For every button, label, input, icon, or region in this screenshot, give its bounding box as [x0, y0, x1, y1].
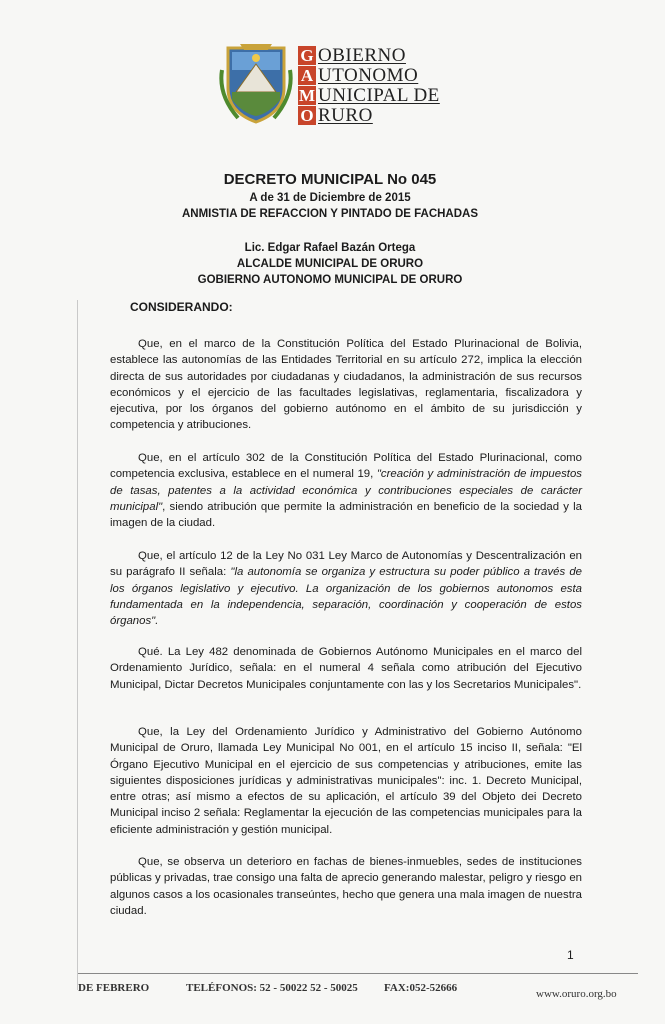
footer-fax: FAX:052-52666 [384, 982, 458, 994]
decree-header [150, 170, 510, 222]
logo-letter: G [298, 46, 316, 65]
paragraph-text: Que, el artículo 12 de la Ley No 031 Ley Marco de Autonomías y Descentralización en su parágrafo II señala: [110, 550, 582, 579]
paragraph-constitution: Que, en el marco de la Constitución Política del Estado Plurinacional de Bolivia, establece las autonomías de las Entidades Territorial en su artículo 272, implica la elección directa de sus autoridades por ciudadanas y ciudadanos, la administración de sus recursos económicos y el ejercicio de las facultades legislativas, reglamentaria, fiscalizadora y ejecutiva, por los órganos del gobierno autónomo en el ámbito de su jurisdicción y competencia y atribuciones. [110, 338, 582, 432]
logo-letter: M [298, 86, 316, 105]
paragraph-law-482: Qué. La Ley 482 denominada de Gobiernos Autónomo Municipales en el marco del Ordenamiento Jurídico, señala: en el numeral 4 señala como atribución del Ejecutivo Municipal, Dictar Decretos Municipales conjuntamente con las y los Secretarios Municipales". [110, 646, 582, 691]
footer-phones: TELÉFONOS: 52 - 50022 52 - 50025 [186, 982, 358, 994]
footer-address: DE FEBRERO [78, 982, 150, 994]
coat-of-arms-icon [218, 40, 294, 126]
signer-name: Lic. Edgar Rafael Bazán Ortega [244, 242, 416, 254]
footer-divider [78, 973, 638, 974]
logo-word: RURO [318, 105, 373, 126]
decree-subject: ANMISTIA DE REFACCION Y PINTADO DE FACHADAS [181, 208, 479, 220]
considerando-heading: CONSIDERANDO: [130, 300, 233, 314]
paragraph-quote: "creación y administración de impuestos de tasas, patentes a la actividad económica y contribuciones especiales de carácter municipal" [110, 468, 582, 513]
logo-word: UNICIPAL DE [318, 85, 440, 106]
logo-letter: O [298, 106, 316, 125]
logo-word: OBIERNO [318, 45, 406, 66]
left-margin-rule [77, 300, 78, 990]
logo-wordmark [318, 46, 488, 126]
paragraph-law-031 [110, 548, 582, 629]
signer-institution: GOBIERNO AUTONOMO MUNICIPAL DE ORURO [197, 274, 463, 286]
page-number: 1 [567, 948, 574, 962]
signer-role: ALCALDE MUNICIPAL DE ORURO [236, 258, 424, 270]
municipal-logo [218, 40, 468, 128]
paragraph-article-302 [110, 450, 582, 531]
paragraph-quote: "la autonomía se organiza y estructura su poder público a través de los órganos legislativo y ejecutivo. La organización de los gobiernos autonomos esta fundamentada en la independencia, separación, coordinación y cooperación de estos órganos". [110, 566, 582, 628]
paragraph-text: Que, en el artículo 302 de la Constitución Política del Estado Plurinacional, como competencia exclusiva, establece en el numeral 19, [110, 452, 582, 481]
logo-acronym [298, 46, 316, 126]
signer-block [150, 240, 510, 288]
decree-date: A de 31 de Diciembre de 2015 [249, 192, 411, 204]
decree-title: DECRETO MUNICIPAL No 045 [223, 171, 437, 188]
paragraph-municipal-law-001: Que, la Ley del Ordenamiento Jurídico y Administrativo del Gobierno Autónomo Municipal de Oruro, llamada Ley Municipal No 001, en el artículo 15 inciso II, señala: "El Órgano Ejecutivo Municipal en el ejercicio de sus competencias y atribuciones, emite las siguientes disposiciones jurídicas y administrativas municipales": inc. 1. Decreto Municipal, entre otras; así mismo a efectos de su aplicación, el artículo 39 del Objeto dei Decreto Municipal inciso 2 señala: Reglamentar la ejecución de las competencias municipales para la eficiente administración y gestión municipal. [110, 726, 582, 836]
logo-letter: A [298, 66, 316, 85]
page-footer [0, 980, 665, 1010]
logo-word: UTONOMO [318, 65, 419, 86]
paragraph-facade-deterioration: Que, se observa un deterioro en fachas de bienes-inmuebles, sedes de instituciones públicas y privadas, trae consigo una falta de aprecio generando malestar, peligro y riesgo en algunos casos a los ocasionales transeúntes, hecho que genera una mala imagen de nuestra ciudad. [110, 856, 582, 917]
paragraph-text: , siendo atribución que permite la administración en beneficio de la sociedad y la imagen de la ciudad. [110, 500, 582, 530]
footer-website-link[interactable]: www.oruro.org.bo [536, 988, 617, 1000]
